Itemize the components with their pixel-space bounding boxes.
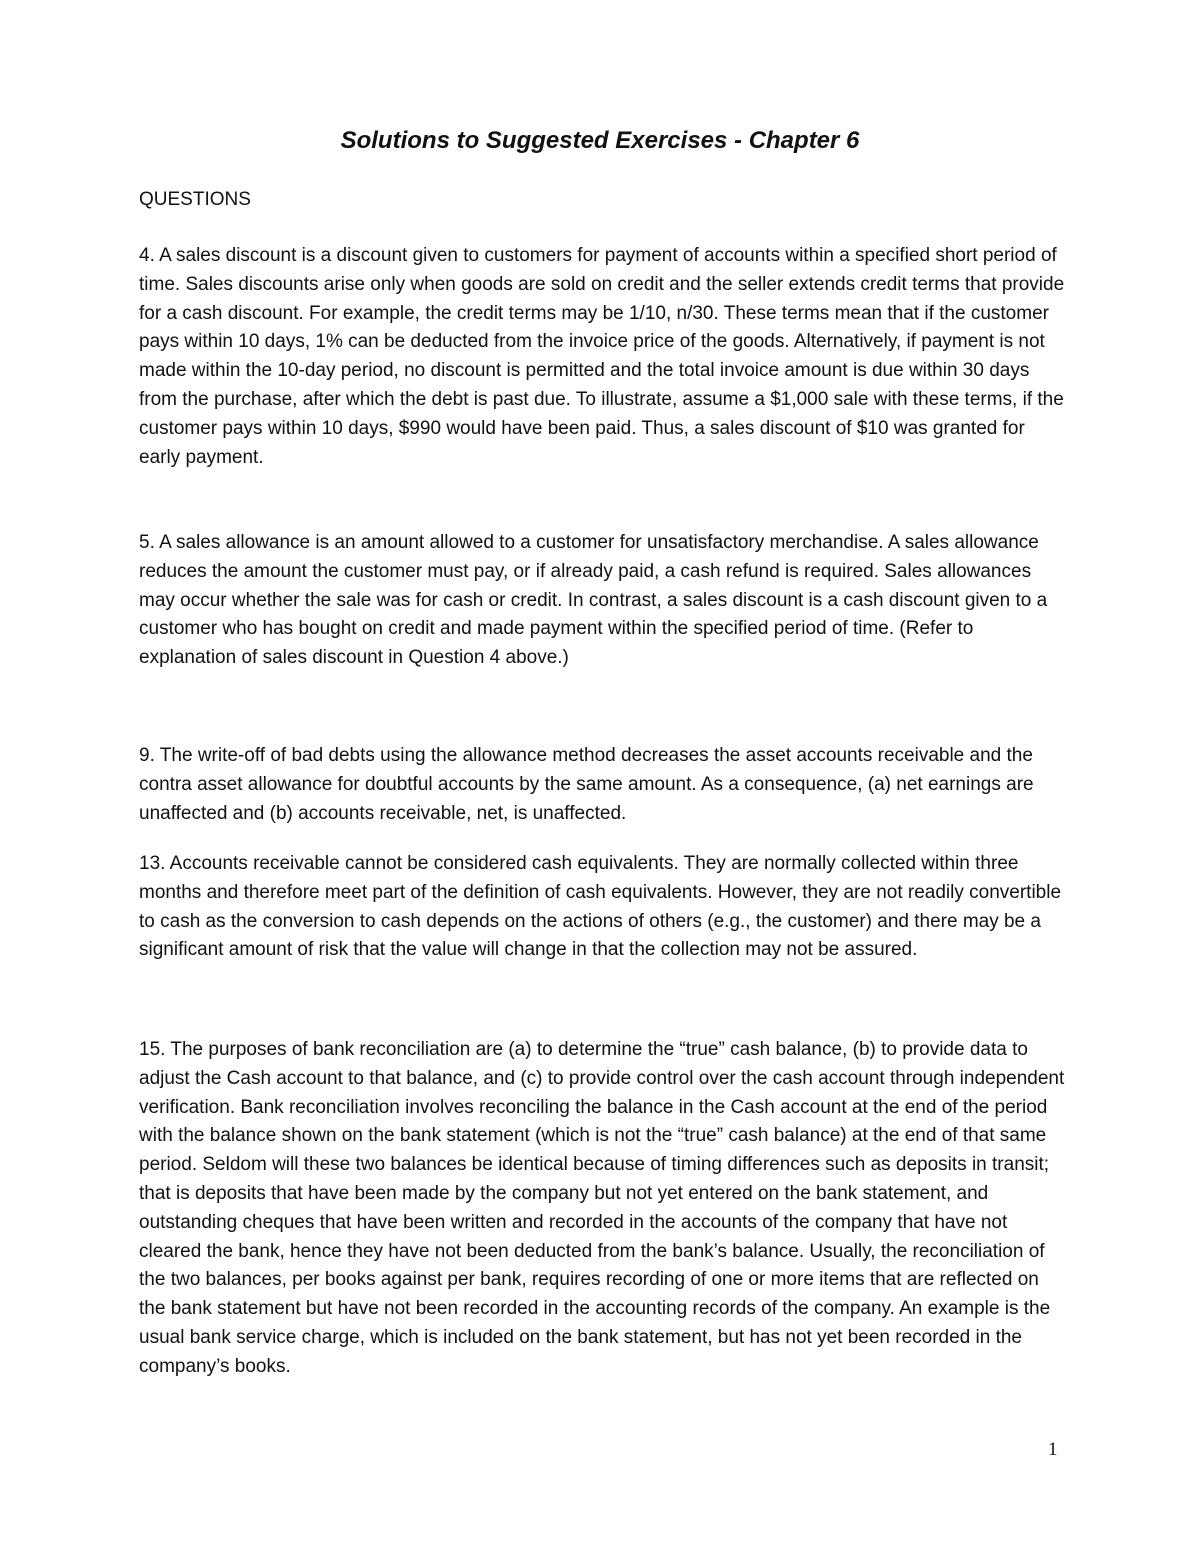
- answer-number: 4.: [139, 245, 155, 266]
- answer-5: [139, 529, 1069, 673]
- answer-text: Accounts receivable cannot be considered cash equivalents. They are normally collected within three months and therefore meet part of the definition of cash equivalents. However, they are not readily convertible to cash as the conversion to cash depends on the actions of others (e.g., the customer) and there may be a significant amount of risk that the value will change in that the collection may not be assured.: [139, 853, 1062, 961]
- answer-number: 5.: [139, 532, 155, 553]
- answer-number: 15.: [139, 1039, 166, 1060]
- answer-text: A sales discount is a discount given to customers for payment of accounts within a specified short period of time. Sales discounts arise only when goods are sold on credit and the seller extends credit terms that provide for a cash discount. For example, the credit terms may be 1/10, n/30. These terms mean that if the customer pays within 10 days, 1% can be deducted from the invoice price of the goods. Alternatively, if payment is not made within the 10-day period, no discount is permitted and the total invoice amount is due within 30 days from the purchase, after which the debt is past due. To illustrate, assume a $1,000 sale with these terms, if the customer pays within 10 days, $990 would have been paid. Thus, a sales discount of $10 was granted for early payment.: [139, 245, 1065, 468]
- answer-4: [139, 242, 1069, 472]
- section-heading: QUESTIONS: [139, 189, 251, 210]
- page-number: 1: [1048, 1439, 1058, 1460]
- answer-13: [139, 850, 1069, 965]
- answer-number: 13.: [139, 853, 166, 874]
- answer-9: [139, 742, 1069, 828]
- answer-text: The write-off of bad debts using the allowance method decreases the asset accounts receivable and the contra asset allowance for doubtful accounts by the same amount. As a consequence, (a) net earnings are unaffected and (b) accounts receivable, net, is unaffected.: [139, 745, 1034, 824]
- page-title: Solutions to Suggested Exercises - Chapter 6: [340, 127, 860, 154]
- answer-number: 9.: [139, 745, 155, 766]
- answer-15: [139, 1036, 1069, 1382]
- answer-text: A sales allowance is an amount allowed to a customer for unsatisfactory merchandise. A sales allowance reduces the amount the customer must pay, or if already paid, a cash refund is required. Sales allowances may occur whether the sale was for cash or credit. In contrast, a sales discount is a cash discount given to a customer who has bought on credit and made payment within the specified period of time. (Refer to explanation of sales discount in Question 4 above.): [139, 532, 1048, 669]
- answer-text: The purposes of bank reconciliation are (a) to determine the “true” cash balance, (b) to provide data to adjust the Cash account to that balance, and (c) to provide control over the cash account through independent verification. Bank reconciliation involves reconciling the balance in the Cash account at the end of the period with the balance shown on the bank statement (which is not the “true” cash balance) at the end of that same period. Seldom will these two balances be identical because of timing differences such as deposits in transit; that is deposits that have been made by the company but not yet entered on the bank statement, and outstanding cheques that have been written and recorded in the accounts of the company that have not cleared the bank, hence they have not been deducted from the bank’s balance. Usually, the reconciliation of the two balances, per books against per bank, requires recording of one or more items that are reflected on the bank statement but have not been recorded in the accounting records of the company. An example is the usual bank service charge, which is included on the bank statement, but has not yet been recorded in the company’s books.: [139, 1039, 1065, 1377]
